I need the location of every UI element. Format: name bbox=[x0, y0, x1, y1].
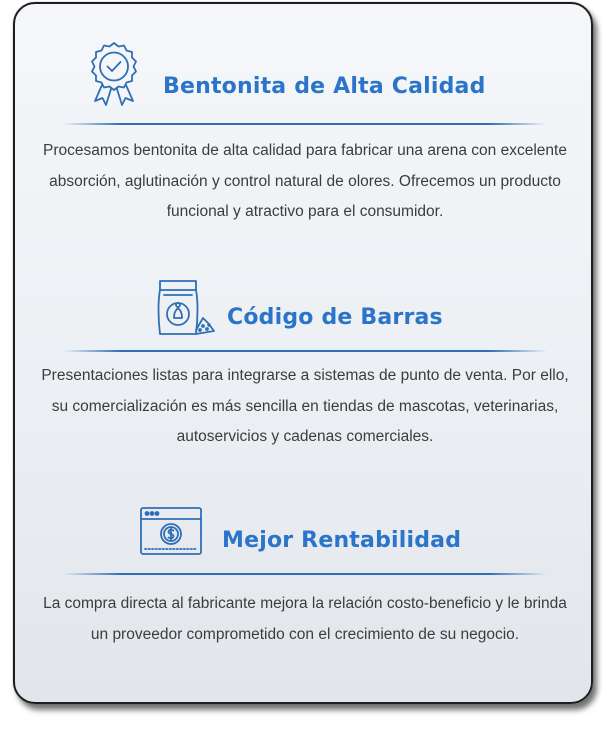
feature-description: Procesamos bentonita de alta calidad para fabricar una arena con excelente absorción, aglutinación y control natural de olores. Ofrecemos un producto funcional y atractivo para el consumidor. bbox=[43, 142, 567, 220]
feature-title: Bentonita de Alta Calidad bbox=[163, 74, 486, 99]
feature-title: Mejor Rentabilidad bbox=[222, 528, 462, 553]
award-badge-icon bbox=[87, 41, 141, 112]
feature-description: La compra directa al fabricante mejora la relación costo-beneficio y le brinda un proveedor comprometido con el crecimiento de su negocio. bbox=[43, 595, 567, 643]
litter-bag-icon bbox=[156, 278, 218, 343]
feature-title: Código de Barras bbox=[227, 305, 443, 330]
divider bbox=[63, 573, 547, 575]
divider bbox=[63, 123, 547, 125]
features-card bbox=[13, 2, 593, 704]
feature-description: Presentaciones listas para integrarse a sistemas de punto de venta. Por ello, su comercialización es más sencilla en tiendas de mascotas, veterinarias, autoservicios y cadenas comerciales. bbox=[41, 367, 569, 445]
divider bbox=[63, 350, 547, 352]
money-window-icon bbox=[139, 506, 203, 563]
